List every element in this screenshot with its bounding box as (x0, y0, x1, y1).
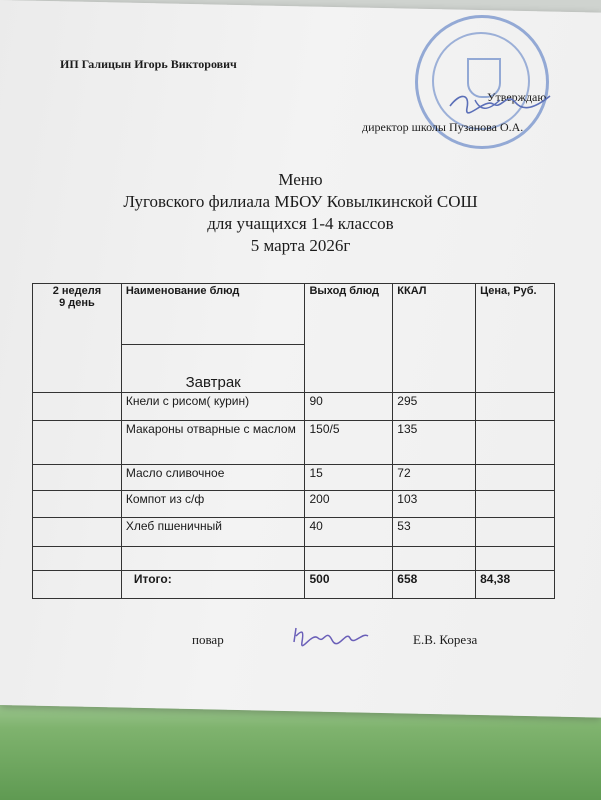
director-line: директор школы Пузанова О.А. (362, 120, 524, 134)
cook-label: повар (192, 632, 224, 647)
empty-cell (33, 571, 122, 599)
dish-kcal: 72 (393, 465, 476, 491)
total-row (33, 571, 555, 599)
table-row (33, 491, 555, 518)
dish-yield (305, 547, 393, 571)
dish-price (476, 393, 555, 421)
col-kcal-header: ККАЛ (393, 284, 476, 393)
dish-price (476, 518, 555, 547)
dish-kcal: 295 (393, 393, 476, 421)
dish-kcal: 53 (393, 518, 476, 547)
dish-yield: 90 (305, 393, 393, 421)
dish-yield: 150/5 (305, 421, 393, 465)
table-row (33, 421, 555, 465)
dish-kcal (393, 547, 476, 571)
dish-name: Хлеб пшеничный (121, 518, 305, 547)
dish-name: Макароны отварные с маслом (121, 421, 305, 465)
dish-name: Компот из с/ф (121, 491, 305, 518)
empty-cell (33, 491, 122, 518)
table-row (33, 393, 555, 421)
dish-price (476, 465, 555, 491)
title-grades: для учащихся 1-4 классов (207, 214, 394, 233)
dish-yield: 15 (305, 465, 393, 491)
dish-price (476, 491, 555, 518)
dish-price (476, 421, 555, 465)
empty-cell (33, 393, 122, 421)
meal-label: Завтрак (121, 345, 305, 393)
empty-cell (33, 518, 122, 547)
cook-name: Е.В. Кореза (413, 632, 478, 647)
table-row (33, 547, 555, 571)
organization-name: ИП Галицын Игорь Викторович (60, 57, 237, 71)
day-label: 9 день (59, 297, 95, 309)
title-menu: Меню (278, 170, 323, 189)
dish-kcal: 135 (393, 421, 476, 465)
week-day-cell (33, 284, 122, 393)
total-kcal: 658 (393, 571, 476, 599)
total-yield: 500 (305, 571, 393, 599)
table-header-row (33, 284, 555, 345)
col-name-header: Наименование блюд (121, 284, 305, 345)
dish-name (121, 547, 305, 571)
dish-yield: 200 (305, 491, 393, 518)
empty-cell (33, 465, 122, 491)
total-label: Итого: (121, 571, 305, 599)
title-school: Луговского филиала МБОУ Ковылкинской СОШ (123, 192, 478, 211)
table-row (33, 518, 555, 547)
menu-table (32, 283, 555, 599)
table-row (33, 465, 555, 491)
title-date: 5 марта 2026г (250, 236, 351, 255)
dish-name: Масло сливочное (121, 465, 305, 491)
empty-cell (33, 547, 122, 571)
approve-label: Утверждаю (487, 90, 547, 104)
dish-price (476, 547, 555, 571)
total-price: 84,38 (476, 571, 555, 599)
director-signature (445, 88, 555, 118)
dish-name: Кнели с рисом( курин) (121, 393, 305, 421)
week-label: 2 неделя (52, 285, 102, 297)
dish-yield: 40 (305, 518, 393, 547)
empty-cell (33, 421, 122, 465)
col-price-header: Цена, Руб. (476, 284, 555, 393)
dish-kcal: 103 (393, 491, 476, 518)
cook-signature (290, 622, 370, 650)
col-yield-header: Выход блюд (305, 284, 393, 393)
